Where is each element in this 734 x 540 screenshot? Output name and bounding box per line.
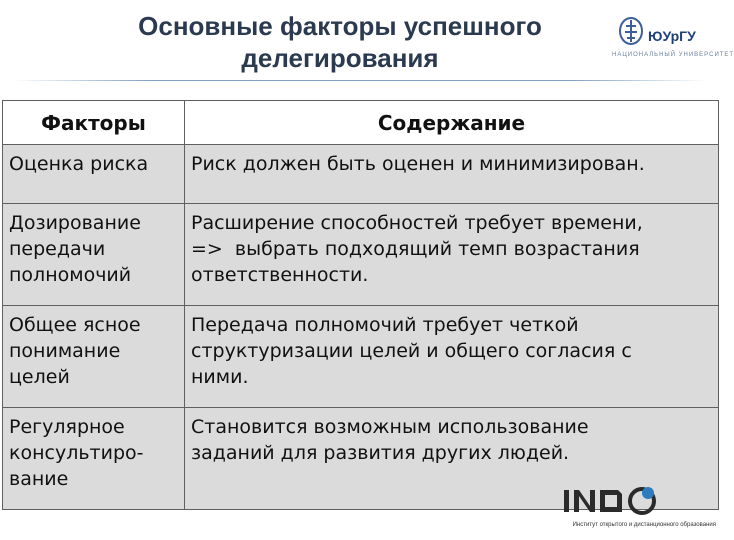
header-factors: Факторы: [3, 101, 185, 145]
content-line: структуризации целей и общего согласия с: [191, 340, 632, 362]
title-divider: [12, 80, 708, 81]
content-cell: [185, 204, 719, 306]
slide-title-line-2: делегирования: [241, 43, 439, 73]
content-line: Расширение способностей требует времени,: [191, 212, 643, 234]
header-content: Содержание: [185, 101, 719, 145]
factor-line: консультиро-: [9, 442, 144, 464]
content-line: ответственности.: [191, 264, 369, 286]
factor-cell: [3, 204, 185, 306]
content-line: Становится возможным использование: [191, 416, 589, 438]
content-line: ними.: [191, 366, 249, 388]
institute-wordmark-logo: [560, 484, 660, 518]
factor-line: целей: [9, 366, 70, 388]
factor-cell: [3, 408, 185, 510]
table-header-row: [3, 101, 719, 145]
slide-title-line-1: Основные факторы успешного: [138, 11, 542, 41]
slide-title: [80, 10, 600, 74]
institute-logo: [508, 482, 716, 538]
factor-cell: [3, 145, 185, 204]
factor-line: Общее ясное: [9, 314, 141, 336]
university-name: ЮУрГУ: [648, 28, 696, 44]
factor-line: Оценка риска: [9, 153, 149, 175]
factor-line: вание: [9, 468, 69, 490]
content-line: Риск должен быть оценен и минимизирован.: [191, 153, 645, 175]
table-row: [3, 204, 719, 306]
factor-line: Дозирование: [9, 212, 141, 234]
table-row: [3, 306, 719, 408]
content-cell: [185, 306, 719, 408]
factors-table: [2, 100, 719, 510]
factor-line: Регулярное: [9, 416, 125, 438]
university-emblem-icon: [618, 16, 644, 46]
institute-caption: Институт открытого и дистанционного образования: [572, 522, 716, 528]
factor-cell: [3, 306, 185, 408]
factor-line: понимание: [9, 340, 121, 362]
content-cell: [185, 145, 719, 204]
content-line: заданий для развития других людей.: [191, 442, 570, 464]
university-logo: [612, 14, 734, 64]
factor-line: передачи: [9, 238, 106, 260]
content-line: => выбрать подходящий темп возрастания: [191, 238, 640, 260]
university-subtitle: НАЦИОНАЛЬНЫЙ УНИВЕРСИТЕТ: [612, 52, 734, 58]
content-line: Передача полномочий требует четкой: [191, 314, 579, 336]
factor-line: полномочий: [9, 264, 132, 286]
table-row: [3, 145, 719, 204]
